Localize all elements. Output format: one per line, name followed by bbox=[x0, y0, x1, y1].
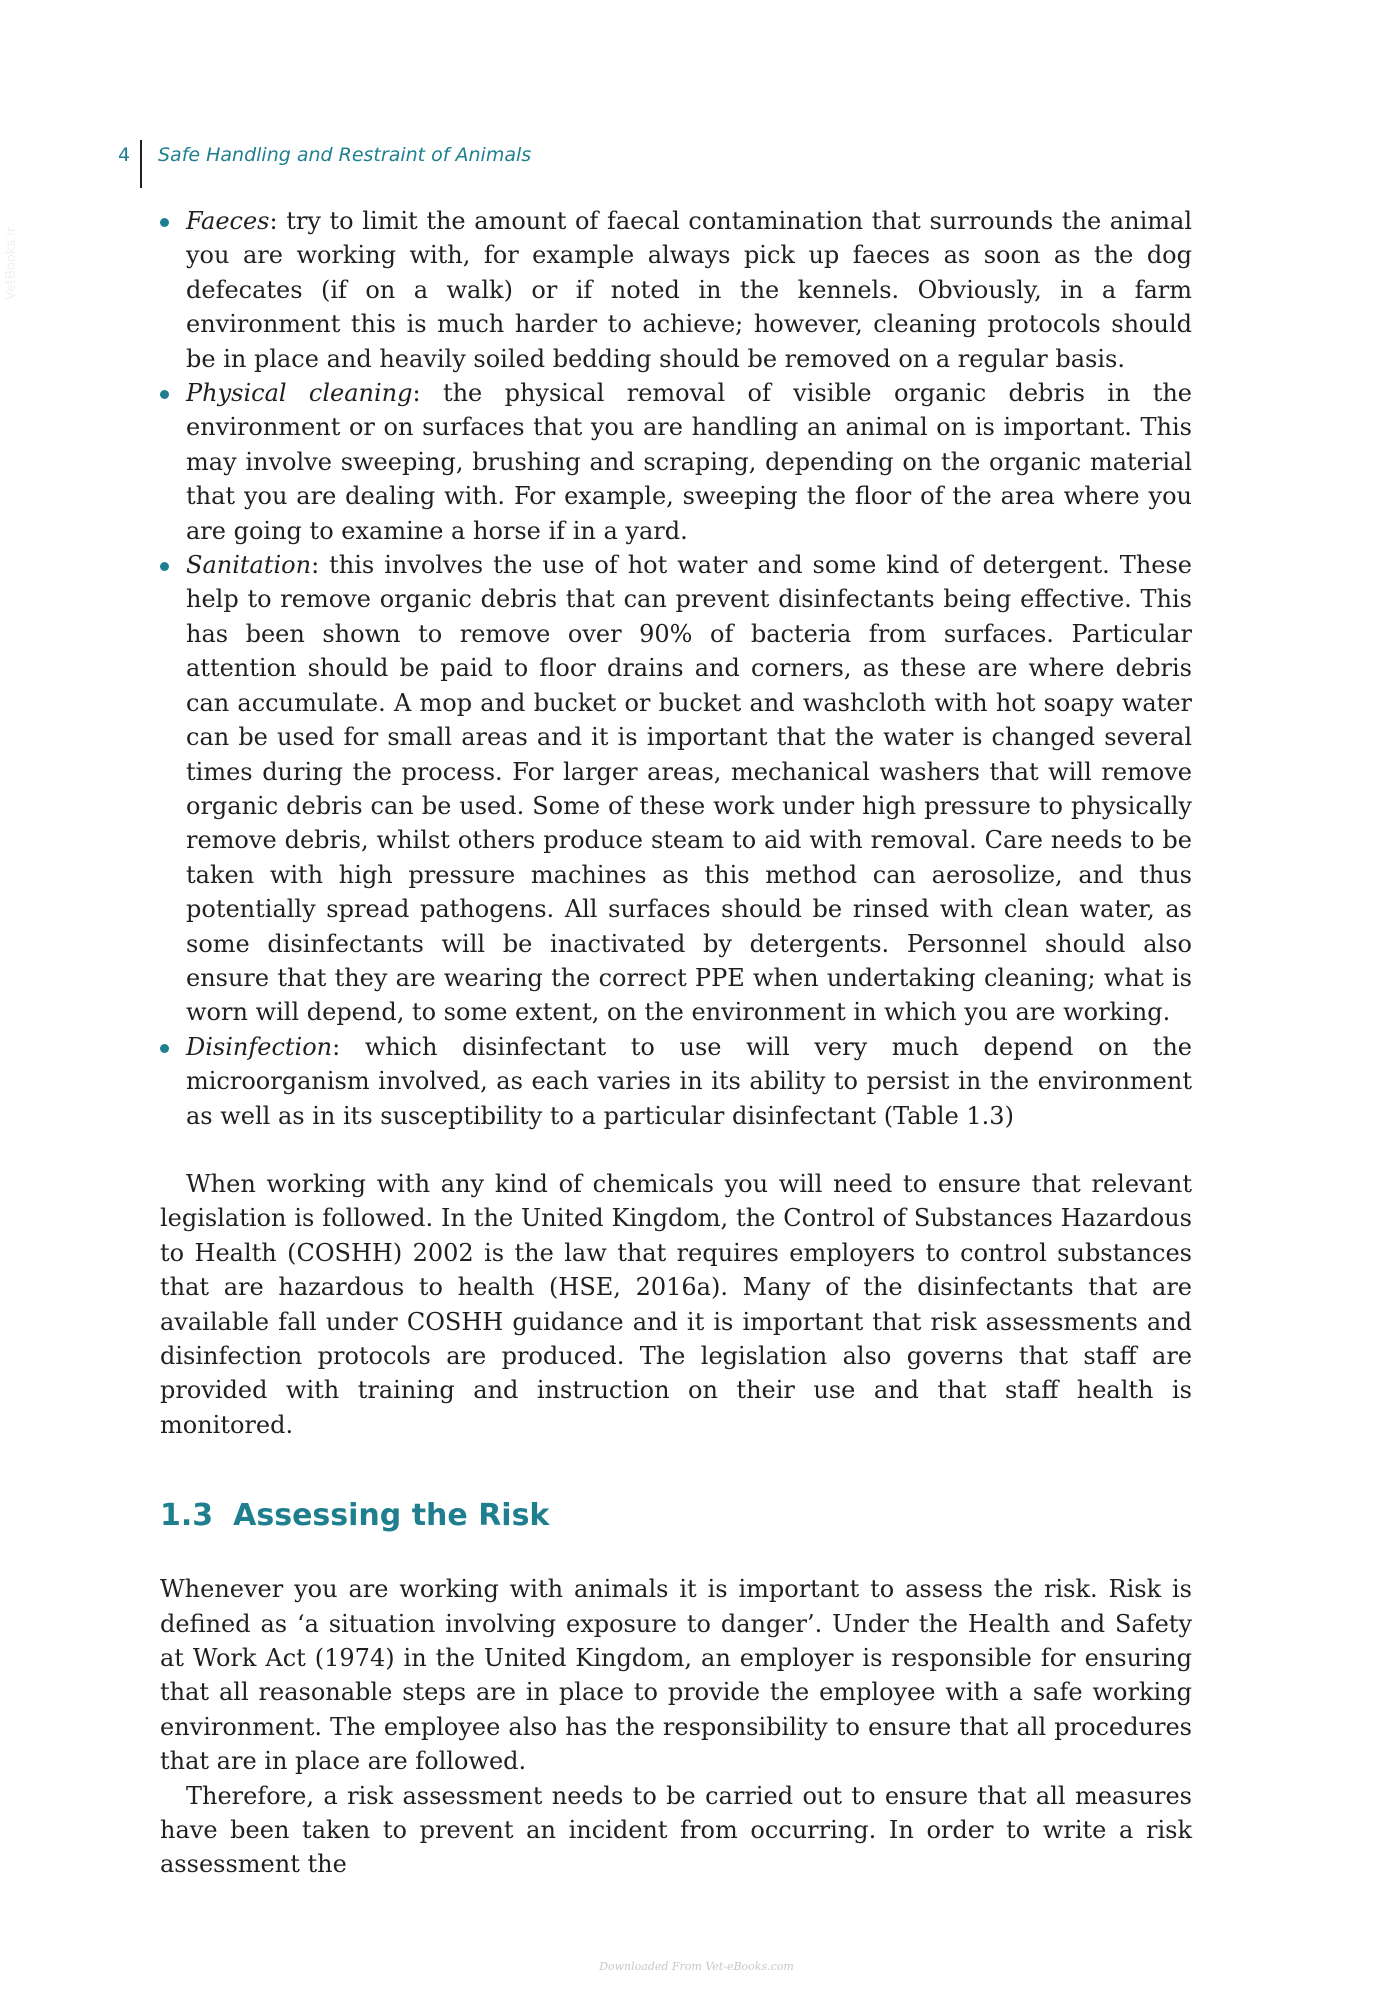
bullet-item-faeces bbox=[160, 204, 1192, 376]
bullet-icon bbox=[160, 390, 169, 399]
body-text bbox=[160, 204, 1192, 1882]
bullet-text: : try to limit the amount of faecal contamination that surrounds the animal you are working with, for example always pick up faeces as soon as the dog defecates (if on a walk) or if noted in the kennels. Obviously, in a farm environment this is much harder to achieve; however, cleaning protocols should be in place and heavily soiled bedding should be removed on a regular basis. bbox=[186, 207, 1192, 373]
running-title: Safe Handling and Restraint of Animals bbox=[158, 144, 532, 166]
page-number: 4 bbox=[118, 144, 131, 166]
bullet-item-disinfection bbox=[160, 1030, 1192, 1133]
bullet-icon bbox=[160, 218, 169, 227]
section-title: Assessing the Risk bbox=[233, 1498, 550, 1534]
bullet-term: Physical cleaning bbox=[186, 379, 413, 408]
paragraph-risk-2: Therefore, a risk assessment needs to be carried out to ensure that all measures have been taken to prevent an incident from occurring. In order to write a risk assessment the bbox=[160, 1781, 1192, 1879]
paragraph-chemicals: When working with any kind of chemicals you will need to ensure that relevant legislation is followed. In the United Kingdom, the Control of Substances Hazardous to Health (COSHH) 2002 is the law that requires employers to control substances that are hazardous to health (HSE, 2016a). Many of the disinfectants that are available fall under COSHH guidance and it is important that risk assessments and disinfection protocols are produced. The legislation also governs that staff are provided with training and instruction on their use and that staff health is monitored. bbox=[160, 1169, 1192, 1439]
bullet-text: : this involves the use of hot water and some kind of detergent. These help to remove organic debris that can prevent disinfectants being effective. This has been shown to remove over 90% of bacteria from surfaces. Particular attention should be paid to floor drains and corners, as these are where debris can accumulate. A mop and bucket or bucket and washcloth with hot soapy water can be used for small areas and it is important that the water is changed several times during the process. For larger areas, mechanical washers that will remove organic debris can be used. Some of these work under high pressure to physically remove debris, whilst others produce steam to aid with removal. Care needs to be taken with high pressure machines as this method can aerosolize, and thus potentially spread pathogens. All surfaces should be rinsed with clean water, as some disinfectants will be inactivated by detergents. Personnel should also ensure that they are wearing the correct PPE when undertaking cleaning; what is worn will depend, to some extent, on the environment in which you are working. bbox=[186, 551, 1192, 1027]
section-heading bbox=[160, 1496, 1192, 1536]
bullet-list bbox=[160, 204, 1192, 1133]
bullet-icon bbox=[160, 1044, 169, 1053]
bullet-text: : which disinfectant to use will very much depend on the microorganism involved, as each varies in its ability to persist in the environment as well as in its susceptibility to a particular disinfectant (Table 1.3) bbox=[186, 1032, 1192, 1130]
bullet-item-sanitation bbox=[160, 548, 1192, 1030]
bullet-term: Sanitation bbox=[186, 551, 312, 580]
bullet-term: Disinfection bbox=[186, 1032, 333, 1061]
paragraph-risk-1: Whenever you are working with animals it is important to assess the risk. Risk is defined as ‘a situation involving exposure to danger’. Under the Health and Safety at Work Act (1974) in the United Kingdom, an employer is responsible for ensuring that all reasonable steps are in place to provide the employee with a safe working environment. The employee also has the responsibility to ensure that all procedures that are in place are followed. bbox=[160, 1575, 1192, 1776]
watermark: VetBooks.ir bbox=[4, 226, 19, 300]
bullet-icon bbox=[160, 562, 169, 571]
bullet-text: : the physical removal of visible organic debris in the environment or on surfaces that you are handling an animal on is important. This may involve sweeping, brushing and scraping, depending on the organic material that you are dealing with. For example, sweeping the floor of the area where you are going to examine a horse if in a yard. bbox=[186, 379, 1193, 545]
header-rule bbox=[140, 140, 142, 188]
bullet-item-physical-cleaning bbox=[160, 376, 1192, 548]
footer-download-note: Downloaded From Vet-eBooks.com bbox=[599, 1960, 794, 1973]
bullet-term: Faeces bbox=[186, 207, 270, 235]
section-number: 1.3 bbox=[160, 1498, 214, 1534]
